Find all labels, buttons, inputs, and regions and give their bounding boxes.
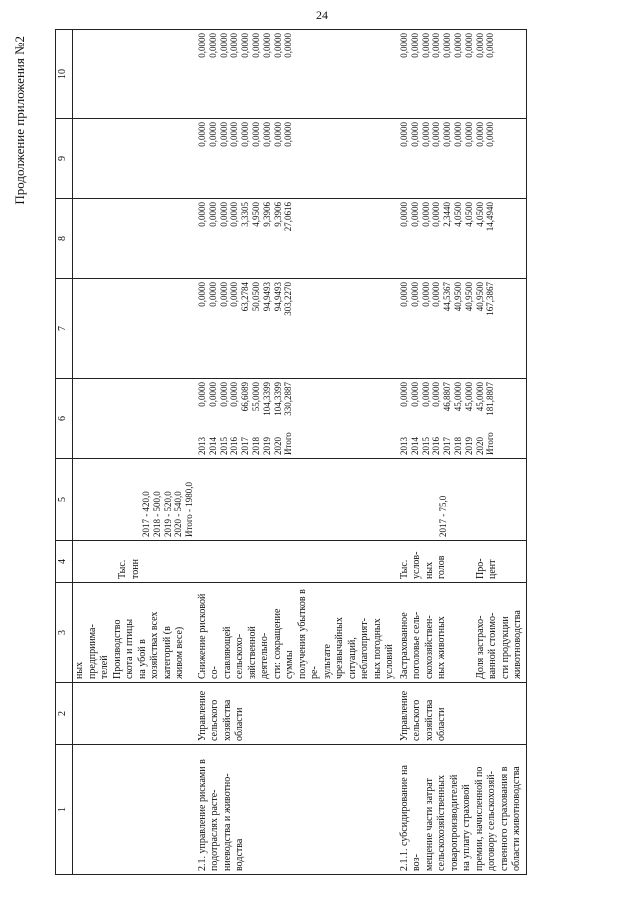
unit-text: Тыс. услов- ных голов (398, 551, 448, 579)
years-list: 2013 2014 2015 2016 2017 2018 2019 2020 Итого (196, 432, 294, 455)
col-header: 6 (56, 379, 73, 459)
continuation-title: Продолжение приложения №2 (12, 36, 27, 205)
table-row (196, 30, 398, 875)
indicator-text: Доля застрахо- ванной стоимо- сти продукции животноводства (474, 610, 524, 679)
federal-values: 0,0000 0,0000 0,0000 0,0000 3,3305 4,9500 9,3906 9,3906 27,0616 (196, 199, 398, 279)
unit-cell: Тыс. тонн (73, 541, 196, 583)
header-row (56, 30, 73, 875)
col-header: 10 (56, 30, 73, 119)
col-header: 5 (56, 459, 73, 541)
total-values: 0,0000 0,0000 0,0000 0,0000 66,6089 55,0000 104,3399 104,3399 330,2887 (196, 382, 294, 416)
measure-cell: 2.1. управление рисками в подотраслях расте- ниеводства и животно- водства (196, 745, 398, 875)
target-values-cell: 2017 - 420,0 2018 - 500,0 2019 - 520,0 2020 - 540,0 Итого - 1980,0 (73, 459, 196, 541)
municipal-values: 0,0000 0,0000 0,0000 0,0000 0,0000 0,0000 0,0000 0,0000 0,0000 (196, 119, 398, 199)
target-values-cell: 2017 - 75,0 (398, 459, 527, 541)
total-values: 0,0000 0,0000 0,0000 0,0000 46,8807 45,0000 45,0000 45,0000 181,8807 (398, 382, 496, 416)
indicator-cell: ных предприима- телей Производство скота и птицы на убой в хозяйствах всех категорий (в живом весе) (73, 583, 196, 683)
table-row (398, 30, 527, 875)
amounts-cell (196, 379, 398, 459)
executor-cell: Управление сельского хозяйства области (398, 683, 527, 745)
other-values: 0,0000 0,0000 0,0000 0,0000 0,0000 0,0000 0,0000 0,0000 0,0000 (196, 30, 398, 119)
measure-cell: 2.1.1. субсидирование на воз- мещение части затрат сельскохозяйственных товаропроизводителей на уплату страховой премии, начисленной по договору сельскохозяй- ственного страхования в области животноводства (398, 745, 527, 875)
unit-cell (398, 541, 527, 583)
federal-values: 0,0000 0,0000 0,0000 0,0000 2,3440 4,0500 4,0500 4,0500 14,4940 (398, 199, 527, 279)
col-header: 3 (56, 583, 73, 683)
col-header: 8 (56, 199, 73, 279)
program-table (55, 29, 527, 875)
municipal-values: 0,0000 0,0000 0,0000 0,0000 0,0000 0,0000 0,0000 0,0000 0,0000 (398, 119, 527, 199)
col-header: 2 (56, 683, 73, 745)
other-values: 0,0000 0,0000 0,0000 0,0000 0,0000 0,0000 0,0000 0,0000 0,0000 (398, 30, 527, 119)
amounts-cell (398, 379, 527, 459)
indicator-cell (398, 583, 527, 683)
table-row (73, 30, 196, 875)
col-header: 1 (56, 745, 73, 875)
col-header: 7 (56, 279, 73, 379)
executor-cell: Управление сельского хозяйства области (196, 683, 398, 745)
regional-values: 0,0000 0,0000 0,0000 0,0000 44,5367 40,9500 40,9500 40,9500 167,3867 (398, 279, 527, 379)
col-header: 9 (56, 119, 73, 199)
indicator-cell: Снижение рисковой со- ставляющей сельскохо- зяйственной деятельно- сти: сокращение суммы получения убытков в ре- зультате чрезвычайных ситуаций, неблагоприят- ных погодных условий (196, 583, 398, 683)
indicator-text: Застрахованное поголовье сель- скохозяйствен- ных животных (398, 611, 448, 679)
page-number: 24 (316, 8, 328, 22)
regional-values: 0,0000 0,0000 0,0000 0,0000 63,2784 50,0500 94,9493 94,9493 303,2270 (196, 279, 398, 379)
years-list: 2013 2014 2015 2016 2017 2018 2019 2020 Итого (398, 432, 496, 455)
unit-text: Про- цент (474, 558, 499, 579)
col-header: 4 (56, 541, 73, 583)
